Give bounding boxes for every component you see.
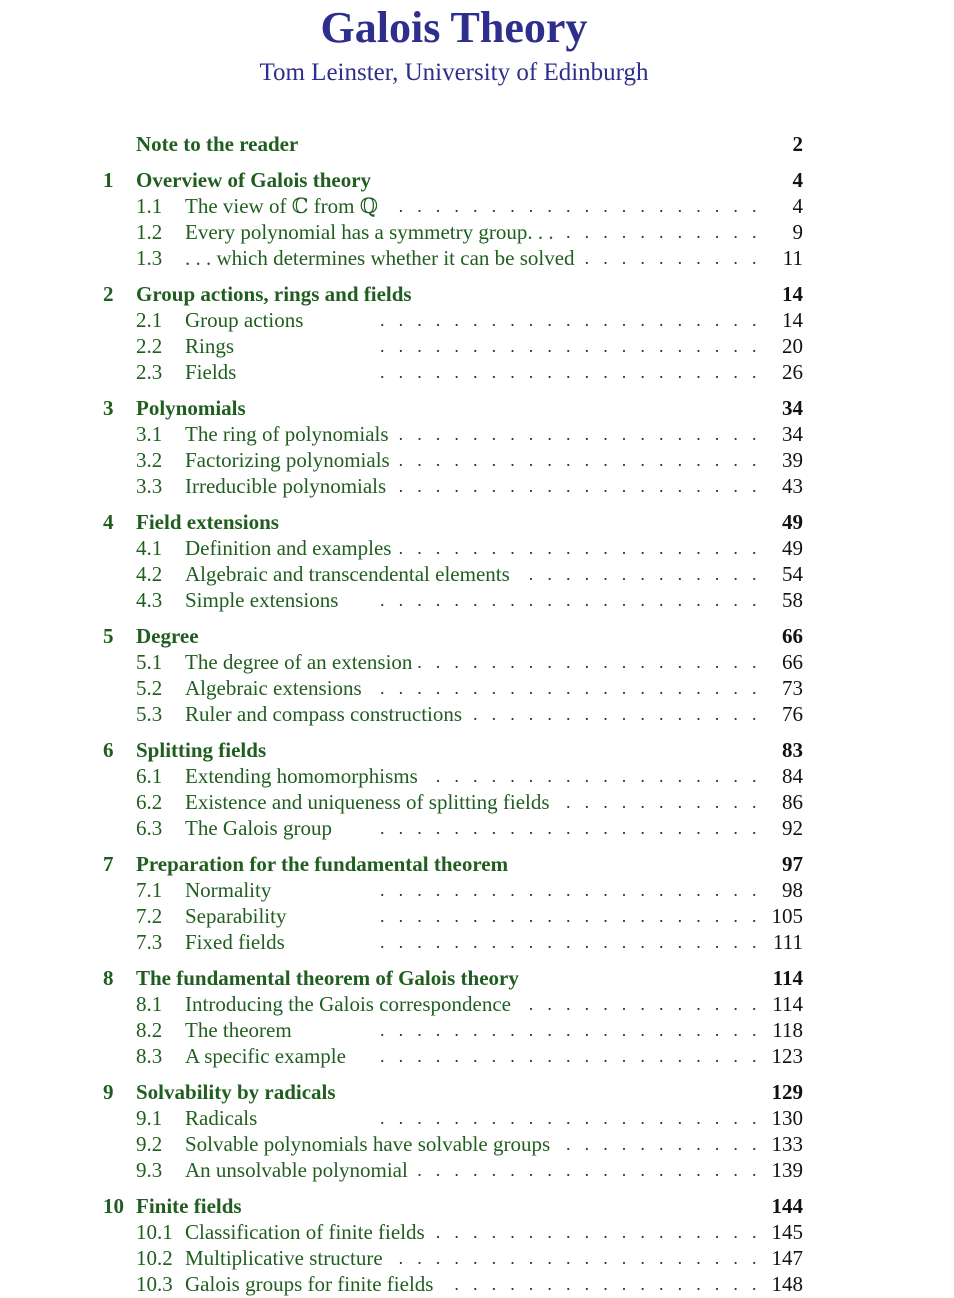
toc-section-entry[interactable]	[0, 220, 954, 246]
section-title[interactable]: Classification of finite fields	[185, 1220, 431, 1244]
section-title[interactable]: Ruler and compass constructions	[185, 702, 468, 726]
section-page[interactable]: 147	[771, 1246, 803, 1270]
section-title[interactable]: The view of ℂ from ℚ	[185, 194, 384, 218]
section-number: 5.1	[136, 650, 163, 674]
section-page[interactable]: 39	[782, 448, 803, 472]
section-number: 10.2	[136, 1246, 173, 1270]
toc-section-entry[interactable]	[0, 1132, 954, 1158]
section-number: 9.1	[136, 1106, 163, 1130]
section-page[interactable]: 133	[771, 1132, 803, 1156]
section-page[interactable]: 73	[782, 676, 803, 700]
section-title[interactable]: An unsolvable polynomial	[185, 1158, 414, 1182]
chapter-number: 4	[103, 510, 114, 534]
section-number: 1.3	[136, 246, 163, 270]
section-title[interactable]: Rings	[185, 334, 240, 358]
toc-chapter-entry[interactable]	[0, 961, 954, 992]
section-number: 9.3	[136, 1158, 163, 1182]
section-page[interactable]: 145	[771, 1220, 803, 1244]
section-page[interactable]: 123	[771, 1044, 803, 1068]
section-number: 1.2	[136, 220, 163, 244]
dot-leader	[380, 308, 766, 332]
toc-section-entry[interactable]	[0, 904, 954, 930]
chapter-number: 2	[103, 282, 114, 306]
section-number: 1.1	[136, 194, 163, 218]
dot-leader	[380, 360, 766, 384]
section-page[interactable]: 34	[782, 422, 803, 446]
section-title[interactable]: Group actions	[185, 308, 309, 332]
section-page[interactable]: 111	[773, 930, 803, 954]
toc-section-entry[interactable]	[0, 930, 954, 956]
section-page[interactable]: 84	[782, 764, 803, 788]
section-page[interactable]: 92	[782, 816, 803, 840]
dot-leader	[380, 334, 766, 358]
toc-section-entry[interactable]	[0, 790, 954, 816]
section-number: 8.3	[136, 1044, 163, 1068]
toc-chapter-entry[interactable]	[0, 505, 954, 536]
document-author: Tom Leinster, University of Edinburgh	[259, 59, 649, 86]
toc-section-entry[interactable]	[0, 992, 954, 1018]
section-page[interactable]: 9	[792, 220, 803, 244]
toc-section-entry[interactable]	[0, 588, 954, 614]
dot-leader	[380, 904, 766, 928]
section-page[interactable]: 49	[782, 536, 803, 560]
chapter-page[interactable]: 114	[772, 966, 803, 990]
section-title[interactable]: Fields	[185, 360, 242, 384]
section-page[interactable]: 139	[771, 1158, 803, 1182]
toc-section-entry[interactable]	[0, 1106, 954, 1132]
toc-section-entry[interactable]	[0, 246, 954, 272]
toc-chapter-entry[interactable]	[0, 163, 954, 194]
section-title[interactable]: Separability	[185, 904, 292, 928]
chapter-page[interactable]: 144	[771, 1194, 803, 1218]
section-number: 8.1	[136, 992, 163, 1016]
section-title[interactable]: Irreducible polynomials	[185, 474, 392, 498]
section-number: 5.3	[136, 702, 163, 726]
section-page[interactable]: 11	[782, 246, 803, 270]
dot-leader	[380, 1044, 766, 1068]
section-number: 7.2	[136, 904, 163, 928]
section-number: 4.2	[136, 562, 163, 586]
section-page[interactable]: 114	[772, 992, 803, 1016]
toc-section-entry[interactable]	[0, 194, 954, 220]
section-page[interactable]: 43	[782, 474, 803, 498]
chapter-title[interactable]: Splitting fields	[136, 738, 267, 762]
section-number: 7.3	[136, 930, 163, 954]
section-number: 10.3	[136, 1272, 173, 1296]
dot-leader	[380, 650, 766, 674]
toc-note-page[interactable]: 2	[792, 132, 803, 156]
toc-section-entry[interactable]	[0, 308, 954, 334]
section-number: 4.3	[136, 588, 163, 612]
section-number: 6.3	[136, 816, 163, 840]
chapter-page[interactable]: 83	[782, 738, 803, 762]
chapter-title[interactable]: Field extensions	[136, 510, 279, 534]
section-page[interactable]: 98	[782, 878, 803, 902]
dot-leader	[380, 536, 766, 560]
section-number: 2.2	[136, 334, 163, 358]
section-page[interactable]: 20	[782, 334, 803, 358]
section-title[interactable]: Fixed fields	[185, 930, 291, 954]
chapter-title[interactable]: The fundamental theorem of Galois theory	[136, 966, 519, 990]
chapter-page[interactable]: 49	[782, 510, 803, 534]
toc-section-entry[interactable]	[0, 1272, 954, 1298]
toc-chapter-entry[interactable]	[0, 1189, 954, 1220]
toc-section-entry[interactable]	[0, 650, 954, 676]
section-number: 3.1	[136, 422, 163, 446]
section-title[interactable]: Multiplicative structure	[185, 1246, 389, 1270]
section-title[interactable]: A specific example	[185, 1044, 352, 1068]
section-page[interactable]: 14	[782, 308, 803, 332]
toc-chapter-entry[interactable]	[0, 391, 954, 422]
toc-chapter-entry[interactable]	[0, 733, 954, 764]
toc-section-entry[interactable]	[0, 562, 954, 588]
toc-section-entry[interactable]	[0, 676, 954, 702]
chapter-number: 8	[103, 966, 114, 990]
toc-chapter-entry[interactable]	[0, 847, 954, 878]
section-number: 8.2	[136, 1018, 163, 1042]
section-page[interactable]: 86	[782, 790, 803, 814]
dot-leader	[380, 588, 766, 612]
chapter-title[interactable]: Finite fields	[136, 1194, 242, 1218]
toc-section-entry[interactable]	[0, 422, 954, 448]
dot-leader	[380, 1106, 766, 1130]
section-number: 9.2	[136, 1132, 163, 1156]
toc-chapter-entry[interactable]	[0, 277, 954, 308]
chapter-number: 3	[103, 396, 114, 420]
toc-section-entry[interactable]	[0, 360, 954, 386]
chapter-title[interactable]: Overview of Galois theory	[136, 168, 372, 192]
toc-chapter-entry[interactable]	[0, 1075, 954, 1106]
section-page[interactable]: 58	[782, 588, 803, 612]
section-title[interactable]: The theorem	[185, 1018, 298, 1042]
section-title[interactable]: The Galois group	[185, 816, 338, 840]
section-title[interactable]: Galois groups for finite fields	[185, 1272, 439, 1296]
section-title[interactable]: Introducing the Galois correspondence	[185, 992, 517, 1016]
section-number: 5.2	[136, 676, 163, 700]
dot-leader	[380, 474, 766, 498]
section-page[interactable]: 66	[782, 650, 803, 674]
section-title[interactable]: Algebraic and transcendental elements	[185, 562, 516, 586]
section-title[interactable]: Every polynomial has a symmetry group. . .	[185, 220, 560, 244]
dot-leader	[380, 422, 766, 446]
dot-leader	[380, 816, 766, 840]
toc-section-entry[interactable]	[0, 448, 954, 474]
chapter-title[interactable]: Solvability by radicals	[136, 1080, 336, 1104]
section-number: 6.2	[136, 790, 163, 814]
toc-section-entry[interactable]	[0, 764, 954, 790]
chapter-page[interactable]: 4	[792, 168, 803, 192]
section-title[interactable]: Algebraic extensions	[185, 676, 368, 700]
section-title[interactable]: Solvable polynomials have solvable groups	[185, 1132, 556, 1156]
section-number: 2.1	[136, 308, 163, 332]
chapter-page[interactable]: 14	[782, 282, 803, 306]
toc-section-entry[interactable]	[0, 878, 954, 904]
section-number: 3.3	[136, 474, 163, 498]
toc-section-entry[interactable]	[0, 1158, 954, 1184]
section-number: 7.1	[136, 878, 163, 902]
section-number: 10.1	[136, 1220, 173, 1244]
chapter-number: 1	[103, 168, 114, 192]
dot-leader	[380, 448, 766, 472]
dot-leader	[380, 930, 766, 954]
chapter-page[interactable]: 129	[771, 1080, 803, 1104]
chapter-title[interactable]: Preparation for the fundamental theorem	[136, 852, 509, 876]
dot-leader	[380, 1246, 766, 1270]
section-title[interactable]: . . . which determines whether it can be solved	[185, 246, 581, 270]
toc-section-entry[interactable]	[0, 816, 954, 842]
section-title[interactable]: Extending homomorphisms	[185, 764, 424, 788]
section-title[interactable]: Simple extensions	[185, 588, 344, 612]
toc-chapter-entry[interactable]	[0, 619, 954, 650]
dot-leader	[380, 1018, 766, 1042]
table-of-contents	[0, 127, 954, 1298]
section-title[interactable]: Definition and examples	[185, 536, 397, 560]
dot-leader	[380, 878, 766, 902]
toc-section-entry[interactable]	[0, 1018, 954, 1044]
chapter-number: 6	[103, 738, 114, 762]
section-number: 4.1	[136, 536, 163, 560]
section-page[interactable]: 76	[782, 702, 803, 726]
chapter-number: 10	[103, 1194, 124, 1218]
chapter-title[interactable]: Group actions, rings and fields	[136, 282, 412, 306]
section-page[interactable]: 118	[772, 1018, 803, 1042]
toc-section-entry[interactable]	[0, 1044, 954, 1070]
section-page[interactable]: 26	[782, 360, 803, 384]
section-page[interactable]: 54	[782, 562, 803, 586]
dot-leader	[380, 676, 766, 700]
toc-section-entry[interactable]	[0, 1220, 954, 1246]
section-title[interactable]: Normality	[185, 878, 277, 902]
toc-section-entry[interactable]	[0, 474, 954, 500]
section-title[interactable]: The degree of an extension	[185, 650, 418, 674]
section-title[interactable]: The ring of polynomials	[185, 422, 395, 446]
section-title[interactable]: Factorizing polynomials	[185, 448, 396, 472]
dot-leader	[380, 194, 766, 218]
toc-section-entry[interactable]	[0, 1246, 954, 1272]
document-title: Galois Theory	[320, 3, 588, 52]
toc-section-entry[interactable]	[0, 702, 954, 728]
dot-leader	[380, 1158, 766, 1182]
chapter-page[interactable]: 97	[782, 852, 803, 876]
chapter-title[interactable]: Polynomials	[136, 396, 246, 420]
section-number: 6.1	[136, 764, 163, 788]
toc-section-entry[interactable]	[0, 334, 954, 360]
chapter-title[interactable]: Degree	[136, 624, 199, 648]
section-page[interactable]: 4	[792, 194, 803, 218]
toc-note-label[interactable]: Note to the reader	[136, 132, 299, 156]
section-title[interactable]: Existence and uniqueness of splitting fields	[185, 790, 556, 814]
section-number: 2.3	[136, 360, 163, 384]
chapter-page[interactable]: 66	[782, 624, 803, 648]
toc-section-entry[interactable]	[0, 536, 954, 562]
section-page[interactable]: 130	[771, 1106, 803, 1130]
chapter-number: 9	[103, 1080, 114, 1104]
chapter-number: 7	[103, 852, 114, 876]
chapter-number: 5	[103, 624, 114, 648]
section-page[interactable]: 148	[771, 1272, 803, 1296]
chapter-page[interactable]: 34	[782, 396, 803, 420]
toc-note-entry[interactable]	[0, 127, 954, 158]
dot-leader	[380, 764, 766, 788]
section-title[interactable]: Radicals	[185, 1106, 263, 1130]
dot-leader	[380, 1220, 766, 1244]
section-number: 3.2	[136, 448, 163, 472]
section-page[interactable]: 105	[771, 904, 803, 928]
